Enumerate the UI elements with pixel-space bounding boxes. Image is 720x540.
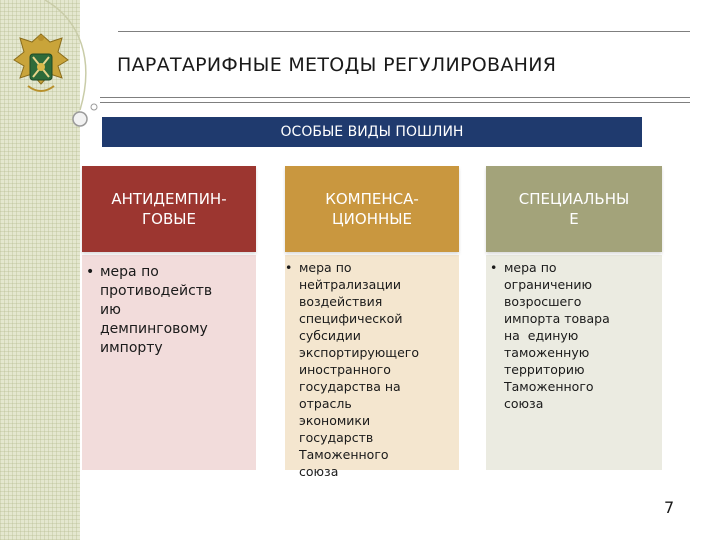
column-3-line: на единую bbox=[504, 328, 579, 343]
column-3-line: союза bbox=[504, 396, 544, 411]
column-3-heading bbox=[486, 166, 662, 252]
column-3-line: Таможенного bbox=[504, 379, 594, 394]
column-2-body bbox=[285, 255, 459, 479]
column-3-body bbox=[486, 255, 662, 470]
column-1-heading bbox=[82, 166, 256, 252]
slide-title: ПАРАТАРИФНЫЕ МЕТОДЫ РЕГУЛИРОВАНИЯ bbox=[117, 54, 557, 76]
banner-label: ОСОБЫЕ ВИДЫ ПОШЛИН bbox=[280, 124, 464, 140]
column-2-line: экономики bbox=[299, 413, 371, 428]
column-2-heading bbox=[285, 166, 459, 252]
column-3-line: ограничению bbox=[504, 277, 593, 292]
customs-emblem-icon bbox=[10, 30, 72, 100]
column-2-line: отрасль bbox=[299, 396, 352, 411]
column-2-line: Таможенного bbox=[299, 447, 389, 462]
column-1-heading-text: АНТИДЕМПИН- ГОВЫЕ bbox=[111, 190, 227, 228]
column-1-line: ию bbox=[100, 302, 121, 318]
page-number: 7 bbox=[664, 498, 675, 517]
column-2-item bbox=[285, 259, 455, 480]
column-2-line: иностранного bbox=[299, 362, 391, 377]
column-1-item bbox=[86, 263, 250, 358]
bullet-icon: • bbox=[285, 260, 293, 275]
column-1-lines bbox=[100, 263, 212, 358]
column-1-body bbox=[82, 255, 256, 470]
title-top-rule bbox=[118, 31, 690, 32]
column-2-line: союза bbox=[299, 464, 339, 479]
bullet-icon: • bbox=[490, 260, 498, 275]
column-3-line: мера по bbox=[504, 260, 557, 275]
column-1-line: импорту bbox=[100, 340, 163, 356]
column-2-line: нейтрализации bbox=[299, 277, 402, 292]
column-2-lines bbox=[299, 259, 419, 480]
column-2-line: воздействия bbox=[299, 294, 383, 309]
column-1-line: противодейств bbox=[100, 283, 213, 299]
column-2-text bbox=[285, 255, 459, 480]
column-2-line: государств bbox=[299, 430, 374, 445]
column-1-line: мера по bbox=[100, 264, 159, 280]
column-2-line: специфической bbox=[299, 311, 403, 326]
column-3-line: импорта товара bbox=[504, 311, 610, 326]
column-2-heading-text: КОМПЕНСА- ЦИОННЫЕ bbox=[325, 190, 419, 228]
decorative-dot-icon bbox=[90, 103, 98, 111]
column-3-line: возросшего bbox=[504, 294, 582, 309]
column-1-line: демпинговому bbox=[100, 321, 208, 337]
column-2-line: экспортирующего bbox=[299, 345, 419, 360]
column-3-line: территорию bbox=[504, 362, 585, 377]
column-2-line: мера по bbox=[299, 260, 352, 275]
column-3-heading-text: СПЕЦИАЛЬНЫ Е bbox=[518, 190, 630, 228]
title-bottom-rule bbox=[100, 97, 690, 98]
column-3-line: таможенную bbox=[504, 345, 590, 360]
column-2-line: государства на bbox=[299, 379, 401, 394]
column-1-text bbox=[82, 255, 256, 358]
column-3-lines bbox=[504, 259, 610, 412]
title-bottom-rule-2 bbox=[100, 102, 690, 103]
column-3-text bbox=[486, 255, 662, 412]
banner-subtitle bbox=[102, 117, 642, 147]
bullet-icon: • bbox=[86, 264, 95, 280]
column-3-item bbox=[490, 259, 658, 412]
column-2-line: субсидии bbox=[299, 328, 361, 343]
decorative-ring-icon bbox=[70, 109, 90, 129]
